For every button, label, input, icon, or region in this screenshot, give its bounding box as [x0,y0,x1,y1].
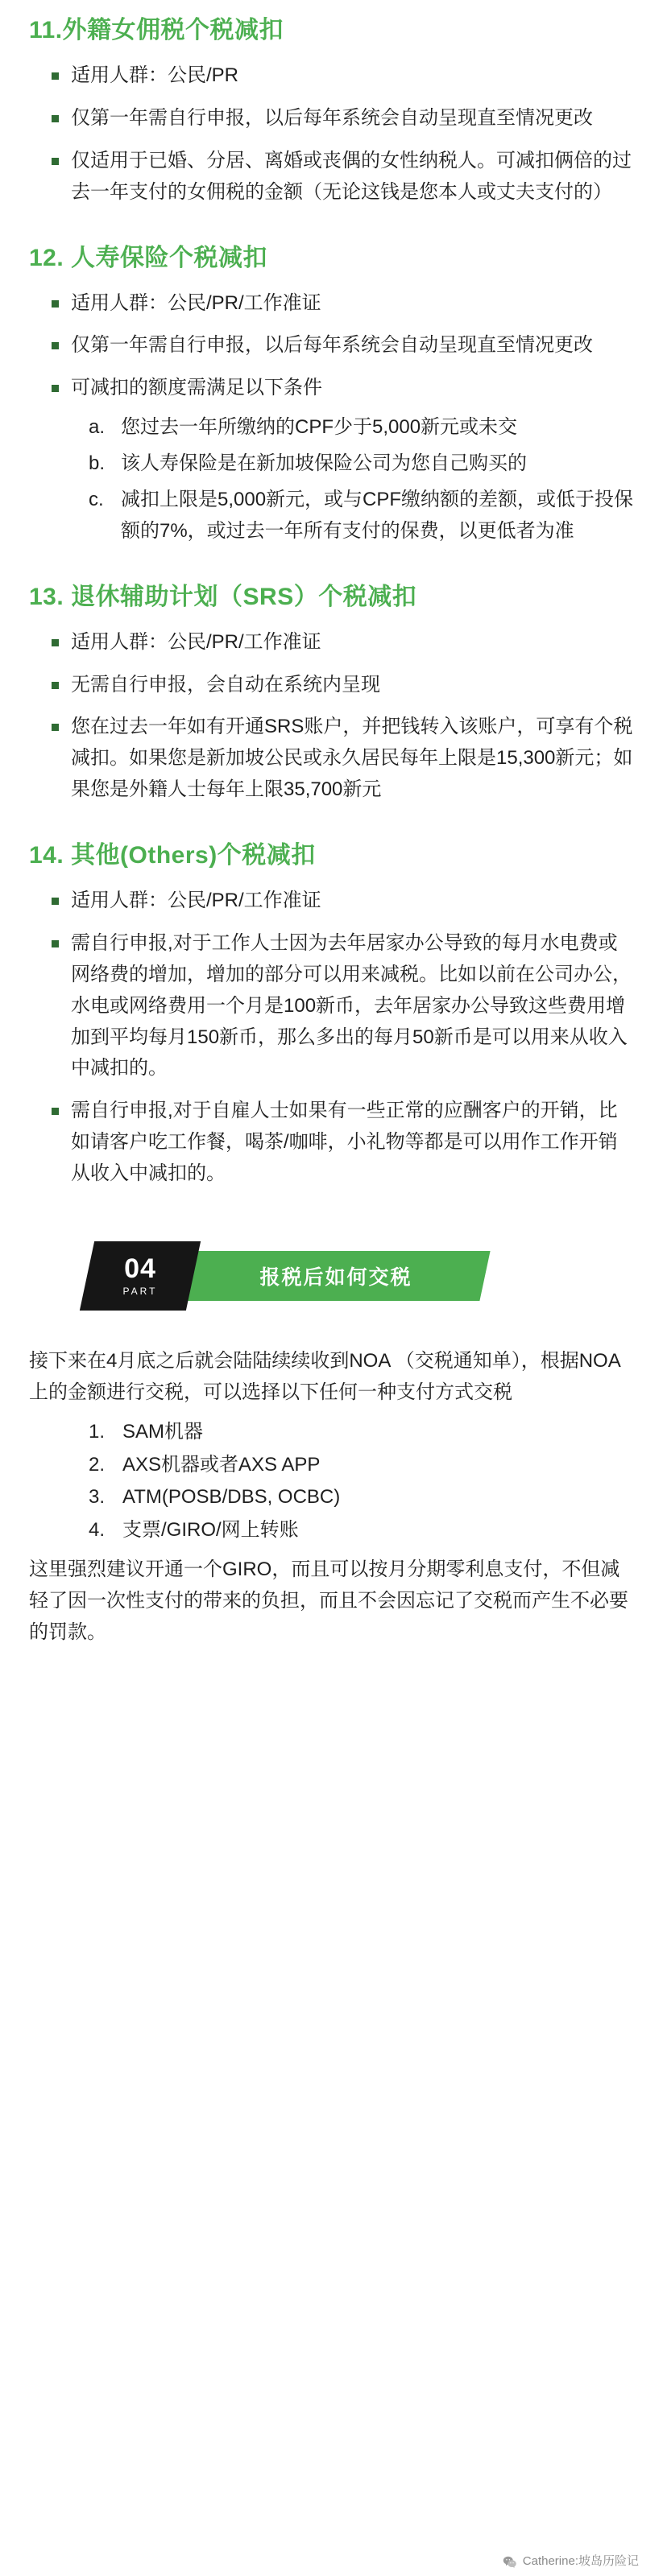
part-banner-heading: 报税后如何交税 [259,1265,412,1289]
wechat-icon [503,2555,517,2570]
part4-intro: 接下来在4月底之后就会陆陆续续收到NOA （交税通知单），根据NOA上的金额进行交税，可以选择以下任何一种支付方式交税 [29,1349,621,1403]
sub-list-marker: a. [89,416,106,439]
sub-list-marker: b. [89,452,106,474]
list-item: 适用人群：公民/PR/工作准证 [48,627,634,658]
list-item [29,1417,634,1448]
section-heading-14: 14. 其他(Others)个税减扣 [29,842,316,869]
list-item: 您在过去一年如有开通SRS账户，并把钱转入该账户，可享有个税减扣。如果您是新加坡公民或永久居民每年上限是15,300新元；如果您是外籍人士每年上限35,700新元 [48,712,634,806]
footer [0,2544,663,2576]
section-heading-12: 12. 人寿保险个税减扣 [29,244,268,271]
list-item-number: 1. [88,1420,105,1443]
bottom-spacer [29,1657,634,1679]
list-item: 仅第一年需自行申报，以后每年系统会自动呈现直至情况更改 [48,330,634,361]
sub-list-item [71,412,634,444]
list-item-text: AXS机器或者AXS APP [122,1453,321,1476]
sub-list-text: 该人寿保险是在新加坡保险公司为您自己购买的 [121,452,527,474]
list-item: 仅适用于已婚、分居、离婚或丧偶的女性纳税人。可减扣俩倍的过去一年支付的女佣税的金额（无论这钱是您本人或丈夫支付的） [48,146,634,208]
list-item: 适用人群：公民/PR/工作准证 [48,288,634,320]
list-item-text: 支票/GIRO/网上转账 [122,1519,299,1542]
part-banner-number-group [87,1241,193,1311]
part-word: PART [122,1285,158,1297]
list-item: 仅第一年需自行申报，以后每年系统会自动呈现直至情况更改 [48,103,634,134]
bullet-list-13 [29,627,634,806]
list-item: 需自行申报,对于自雇人士如果有一些正常的应酬客户的开销，比如请客户吃工作餐，喝茶/咖啡，小礼物等都是可以用作工作开销从收入中减扣的。 [48,1096,634,1190]
list-item [29,1450,634,1481]
list-item: 需自行申报,对于工作人士因为去年居家办公导致的每月水电费或网络费的增加，增加的部分可以用来减税。比如以前在公司办公，水电或网络费用一个月是100新币，去年居家办公导致这些费用增加到平均每月150新币，那么多出的每月50新币是可以用来从收入中减扣的。 [48,928,634,1084]
list-item [48,373,634,547]
list-item-number: 3. [88,1486,105,1509]
list-item-number: 4. [88,1519,105,1542]
list-item-text: SAM机器 [122,1420,204,1443]
list-item-text: ATM(POSB/DBS, OCBC) [122,1486,341,1509]
bullet-list-14 [29,886,634,1190]
list-item [29,1515,634,1546]
list-item: 无需自行申报，会自动在系统内呈现 [48,670,634,701]
bullet-list-11 [29,60,634,208]
part-number: 04 [124,1253,156,1284]
sub-list-12 [71,412,634,547]
list-item-number: 2. [88,1453,105,1476]
sub-list-item [71,485,634,547]
sub-list-marker: c. [89,488,104,510]
list-item [29,1482,634,1513]
part-banner [29,1241,634,1311]
bullet-list-12 [29,288,634,547]
payment-method-list [29,1417,634,1547]
list-item: 适用人群：公民/PR [48,60,634,92]
sub-list-text: 减扣上限是5,000新元，或与CPF缴纳额的差额，或低于投保额的7%，或过去一年所有支付的保费，以更低者为准 [121,488,634,542]
section-heading-13: 13. 退休辅助计划（SRS）个税减扣 [29,583,417,610]
sub-list-item [71,448,634,480]
sub-list-text: 您过去一年所缴纳的CPF少于5,000新元或未交 [121,416,518,439]
footer-text: Catherine:坡岛历险记 [522,2553,639,2568]
part4-outro: 这里强烈建议开通一个GIRO，而且可以按月分期零利息支付，不但减轻了因一次性支付的带来的负担，而且不会因忘记了交税而产生不必要的罚款。 [29,1558,628,1643]
list-item: 适用人群：公民/PR/工作准证 [48,886,634,917]
section-heading-11: 11.外籍女佣税个税减扣 [29,17,284,43]
list-item-text: 可减扣的额度需满足以下条件 [71,377,322,399]
